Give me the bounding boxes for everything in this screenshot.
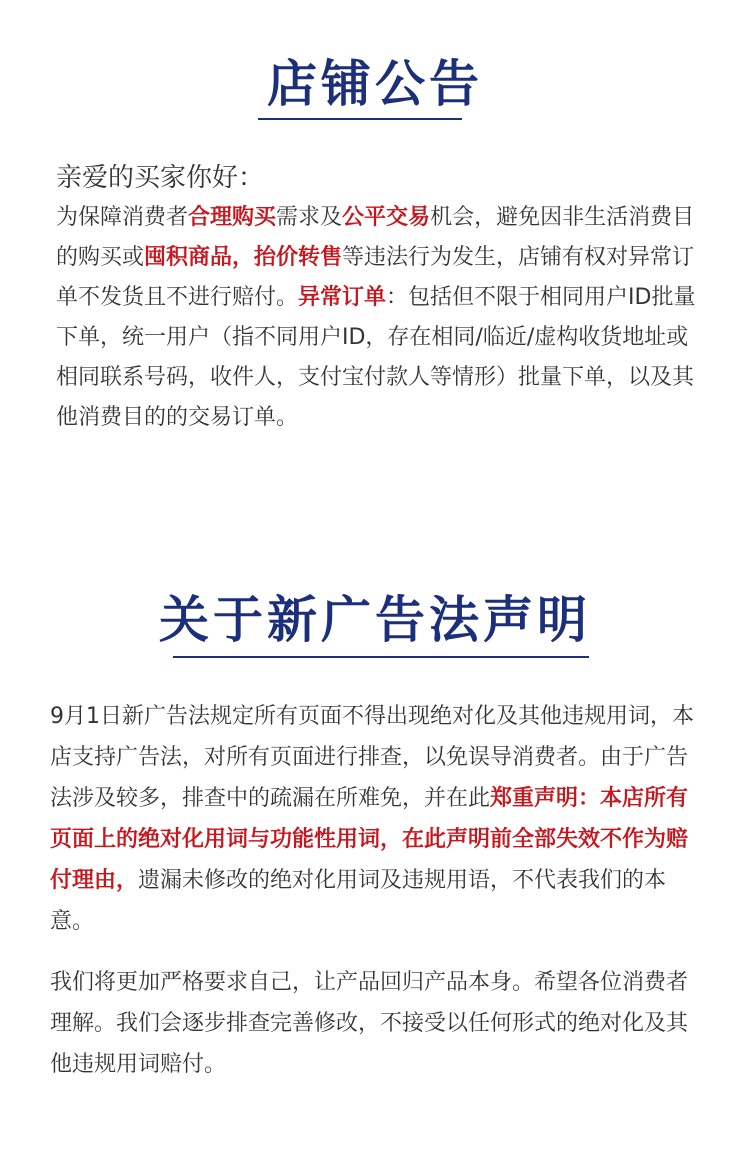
notice-text: 机会，避免因非生活消费目的购买或 [56,205,695,270]
greeting: 亲爱的买家你好： [56,163,265,193]
highlight-abnormal-order: 异常订单 [298,285,387,310]
ad-law-text: 遗漏未修改的绝对化用词及违规用语，不代表我们的本意。 [50,868,667,934]
ad-law-text: 9月1日新广告法规定所有页面不得出现绝对化及其他违规用词，本店支持广告法，对所有页面进行排查，以免误导消费者。由于广告法涉及较多，排查中的疏漏在所难免，并在此 [50,704,694,811]
store-notice-title: 店铺公告 [267,55,483,113]
notice-text: ：包括但不限于相同用户ID批量下单，统一用户（指不同用户ID，存在相同/临近/虚构收货地址或相同联系号码，收件人，支付宝付款人等情形）批量下单，以及其他消费目的的交易订单。 [56,285,696,430]
notice-paragraph [56,198,706,438]
notice-text: 为保障消费者 [56,205,189,230]
notice-text: 等违法行为发生，店铺有权对异常订单不发货且不进行赔付。 [56,245,695,310]
ad-law-title: 关于新广告法声明 [159,591,591,649]
ad-law-paragraph [50,696,700,942]
highlight-reasonable-purchase: 合理购买 [188,205,277,230]
highlight-solemn-statement: 郑重声明：本店所有页面上的绝对化用词与功能性用词，在此声明前全部失效不作为赔付理由， [50,786,689,893]
store-notice-underline [258,118,462,120]
highlight-fair-trade: 公平交易 [342,205,431,230]
ad-law-paragraph-2: 我们将更加严格要求自己，让产品回归产品本身。希望各位消费者理解。我们会逐步排查完善修改，不接受以任何形式的绝对化及其他违规用词赔付。 [50,970,689,1077]
ad-law-underline [173,656,589,658]
highlight-hoarding-resale: 囤积商品，抬价转售 [144,245,343,270]
notice-text: 需求及 [276,205,343,230]
